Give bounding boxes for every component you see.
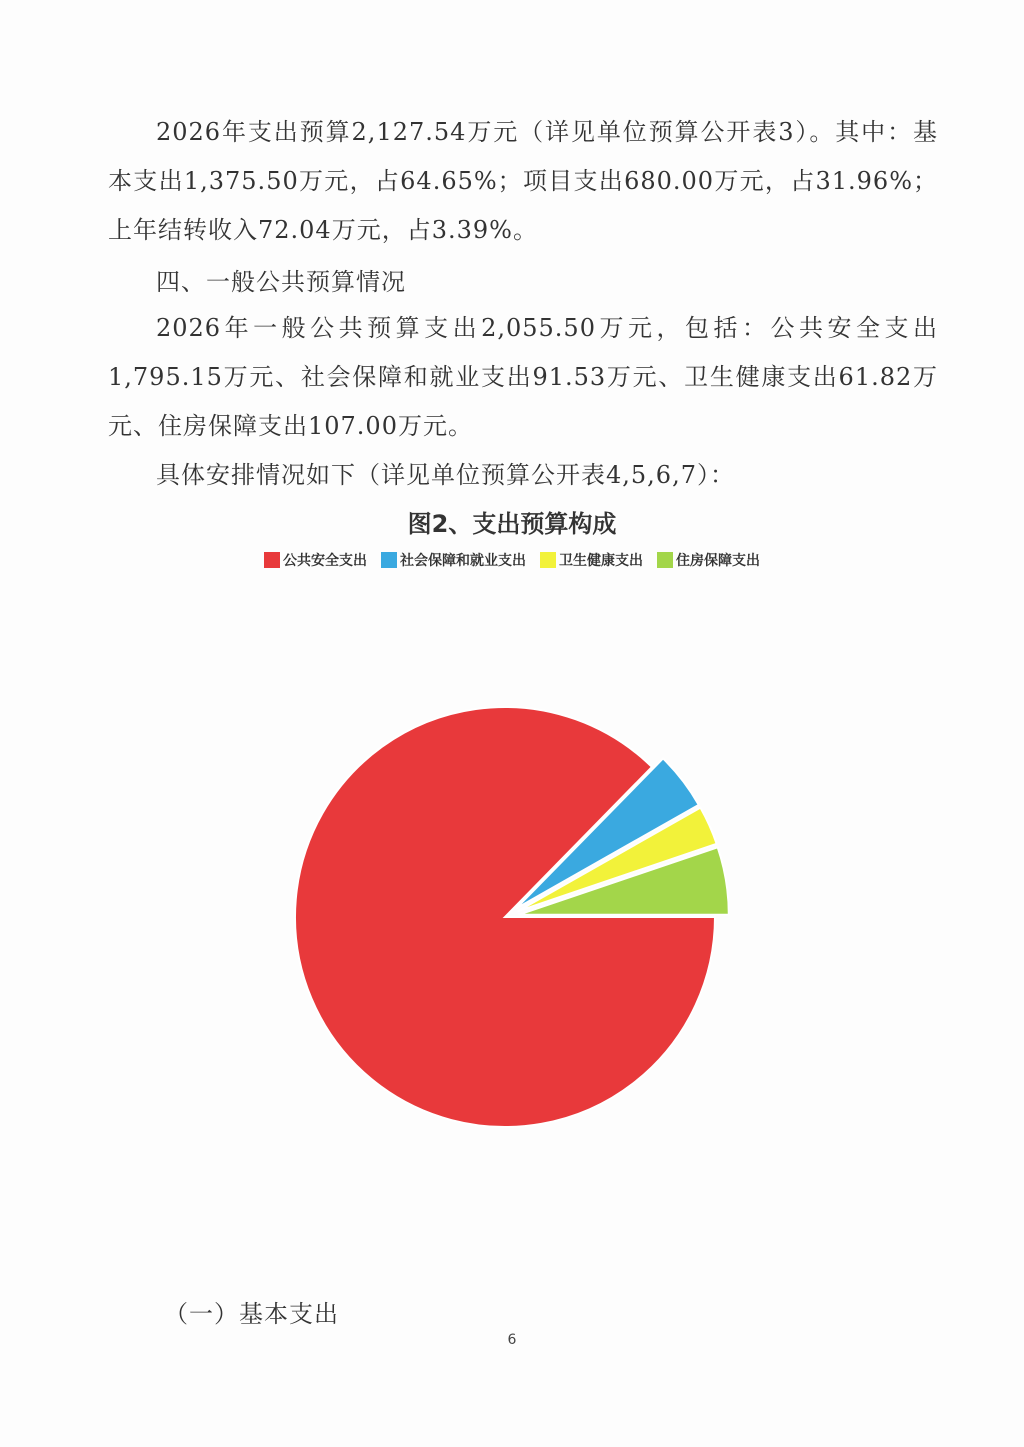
paragraph-general-public-budget: 2026年一般公共预算支出2,055.50万元，包括：公共安全支出1,795.15万元、社会保障和就业支出91.53万元、卫生健康支出61.82万元、住房保障支出107.00万元。 <box>108 314 938 440</box>
legend-label: 卫生健康支出 <box>559 553 643 569</box>
page-number: 6 <box>507 1332 517 1348</box>
legend-label: 社会保障和就业支出 <box>400 553 526 569</box>
paragraph-budget-expenditure: 2026年支出预算2,127.54万元（详见单位预算公开表3）。其中：基本支出1,375.50万元，占64.65%；项目支出680.00万元，占31.96%；上年结转收入72.04万元，占3.39%。 <box>108 118 938 244</box>
legend-label: 住房保障支出 <box>676 553 760 569</box>
paragraph-details-reference: 具体安排情况如下（详见单位预算公开表4,5,6,7）： <box>156 461 735 489</box>
chart-title: 图2、支出预算构成 <box>407 510 617 538</box>
subsection-heading-basic-expenditure: （一）基本支出 <box>164 1300 339 1328</box>
section-heading-general-public-budget: 四、一般公共预算情况 <box>156 268 406 296</box>
legend-label: 公共安全支出 <box>283 553 367 569</box>
